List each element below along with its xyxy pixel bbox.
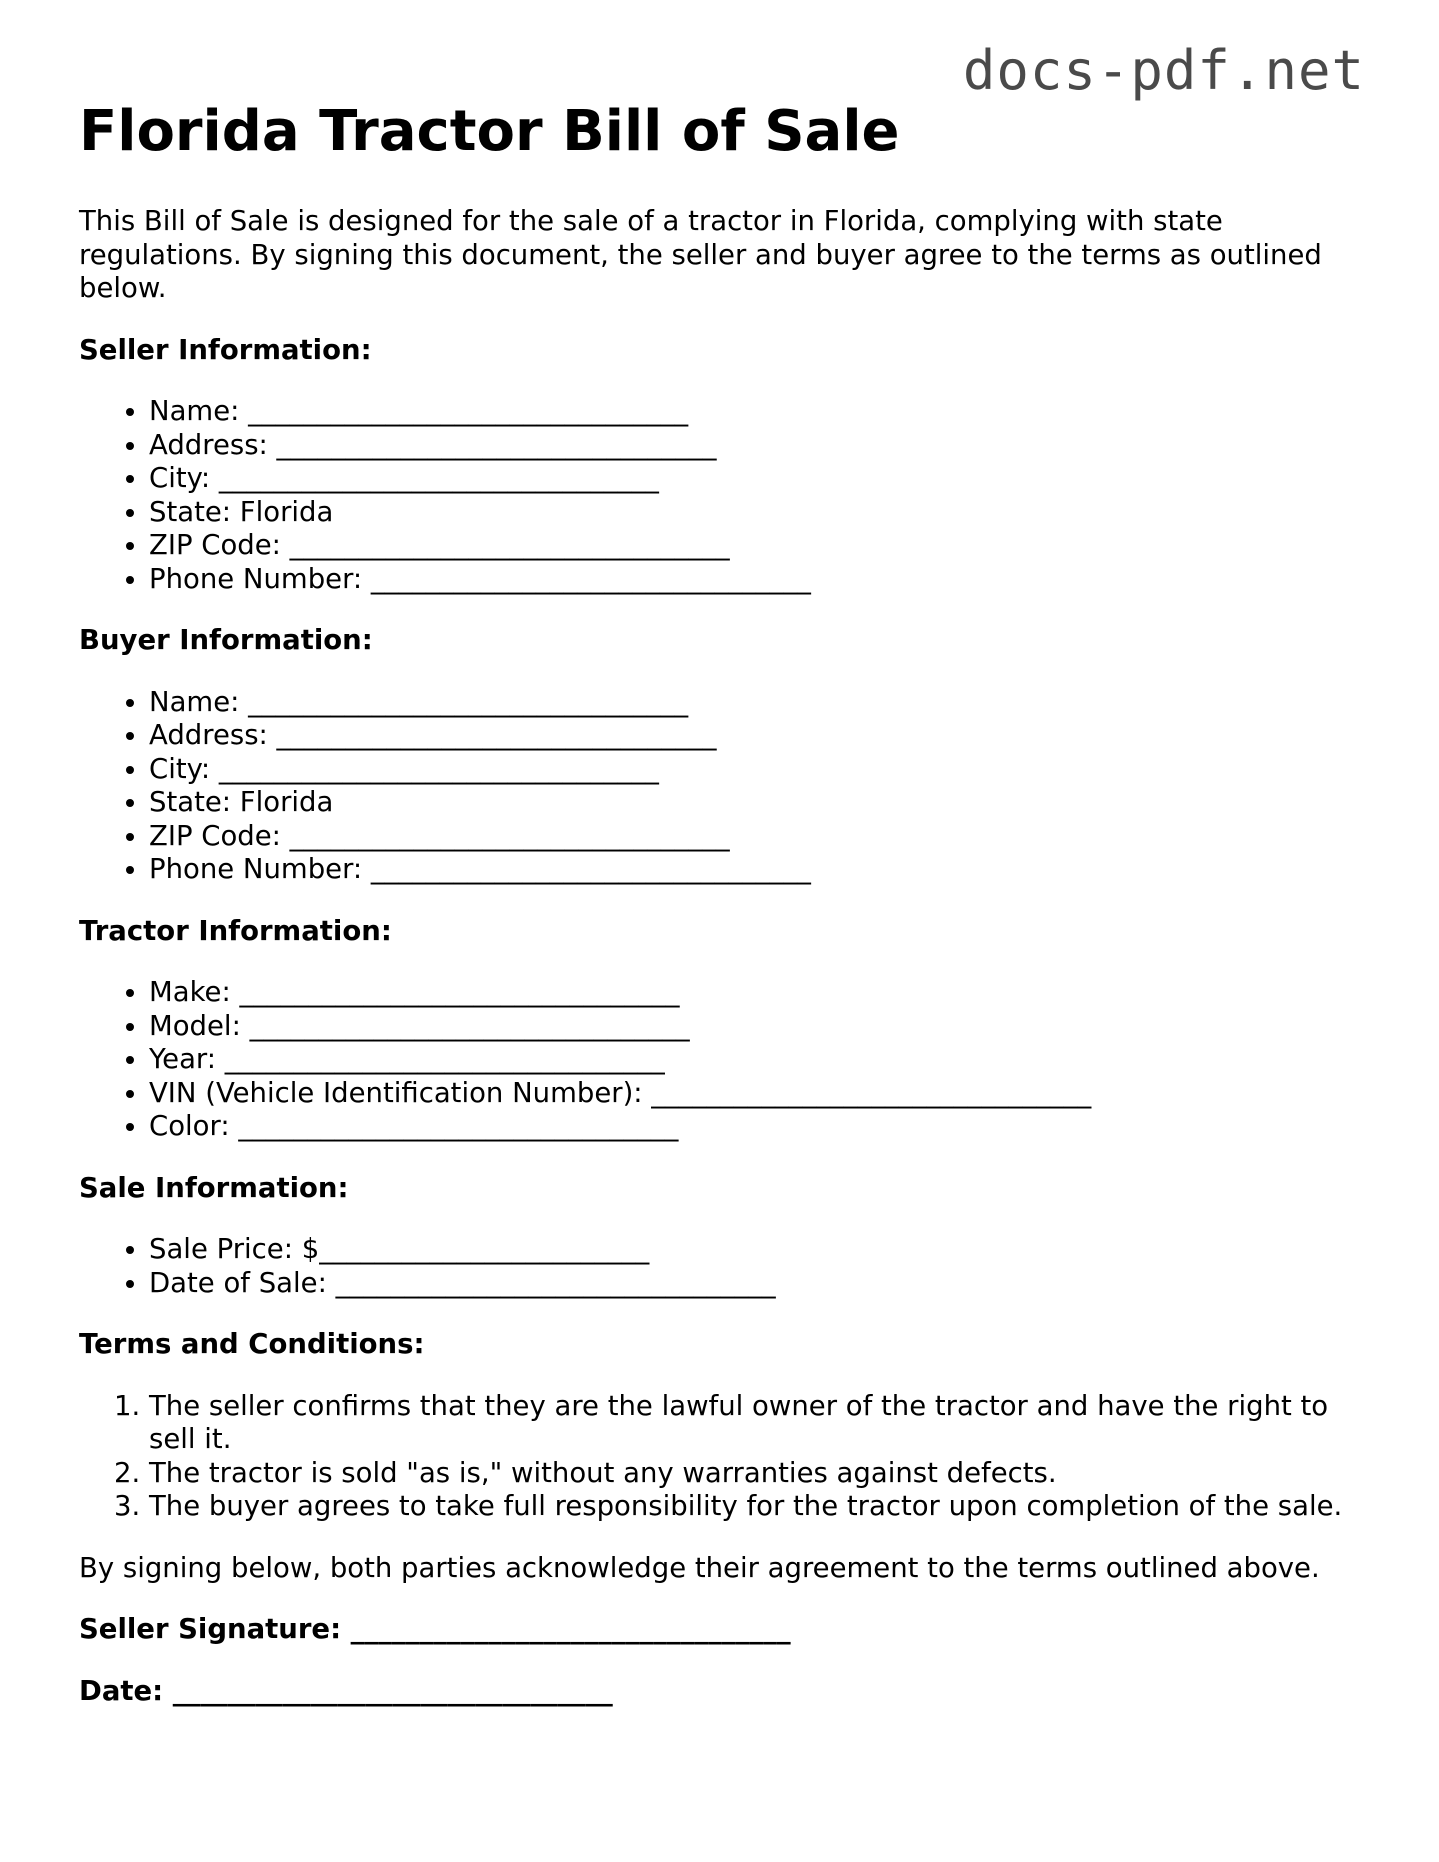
seller-phone-field: • Phone Number: ________________________________ <box>149 563 1369 597</box>
seller-signature-line: Seller Signature: ________________________________ <box>79 1613 791 1645</box>
seller-fields <box>79 395 1369 596</box>
signature-date-line: Date: ________________________________ <box>79 1674 613 1707</box>
tractor-fields <box>79 976 1369 1144</box>
document-title: Florida Tractor Bill of Sale <box>79 99 900 164</box>
watermark: docs-pdf.net <box>962 39 1365 102</box>
acknowledgment-paragraph: By signing below, both parties acknowledge their agreement to the terms outlined above. <box>79 1551 1320 1584</box>
document-body <box>79 205 1369 1736</box>
sale-date-field: • Date of Sale: ________________________________ <box>149 1267 1369 1301</box>
terms-heading: Terms and Conditions: <box>79 1328 425 1360</box>
terms-item: 3. The buyer agrees to take full responsibility for the tractor upon completion of the sale. <box>149 1490 1369 1524</box>
sale-fields <box>79 1233 1369 1300</box>
tractor-year-field: • Year: ________________________________ <box>149 1043 1369 1077</box>
seller-zip-field: • ZIP Code: ________________________________ <box>149 529 1369 563</box>
buyer-address-field: • Address: ________________________________ <box>149 719 1369 753</box>
buyer-phone-field: • Phone Number: ________________________________ <box>149 853 1369 887</box>
buyer-zip-field: • ZIP Code: ________________________________ <box>149 820 1369 854</box>
sale-heading: Sale Information: <box>79 1171 349 1204</box>
seller-state-field: • State: Florida <box>149 496 1369 530</box>
terms-item: 2. The tractor is sold "as is," without any warranties against defects. <box>149 1457 1369 1491</box>
seller-city-field: • City: ________________________________ <box>149 462 1369 496</box>
buyer-state-field: • State: Florida <box>149 786 1369 820</box>
tractor-make-field: • Make: ________________________________ <box>149 976 1369 1010</box>
tractor-vin-field: • VIN (Vehicle Identification Number): ________________________________ <box>149 1077 1369 1111</box>
terms-list <box>79 1390 1369 1524</box>
seller-address-field: • Address: ________________________________ <box>149 429 1369 463</box>
buyer-city-field: • City: ________________________________ <box>149 753 1369 787</box>
seller-heading: Seller Information: <box>79 333 372 366</box>
terms-item: 1. The seller confirms that they are the lawful owner of the tractor and have the right to sell it. <box>149 1390 1369 1457</box>
buyer-heading: Buyer Information: <box>79 624 373 656</box>
tractor-color-field: • Color: ________________________________ <box>149 1110 1369 1144</box>
tractor-heading: Tractor Information: <box>79 914 392 947</box>
tractor-model-field: • Model: ________________________________ <box>149 1010 1369 1044</box>
sale-price-field: • Sale Price: $________________________ <box>149 1233 1369 1267</box>
buyer-name-field: • Name: ________________________________ <box>149 686 1369 720</box>
buyer-fields <box>79 686 1369 887</box>
intro-paragraph: This Bill of Sale is designed for the sale of a tractor in Florida, complying with state regulations. By signing this document, the seller and buyer agree to the terms as outlined below. <box>79 205 1322 304</box>
seller-name-field: • Name: ________________________________ <box>149 395 1369 429</box>
